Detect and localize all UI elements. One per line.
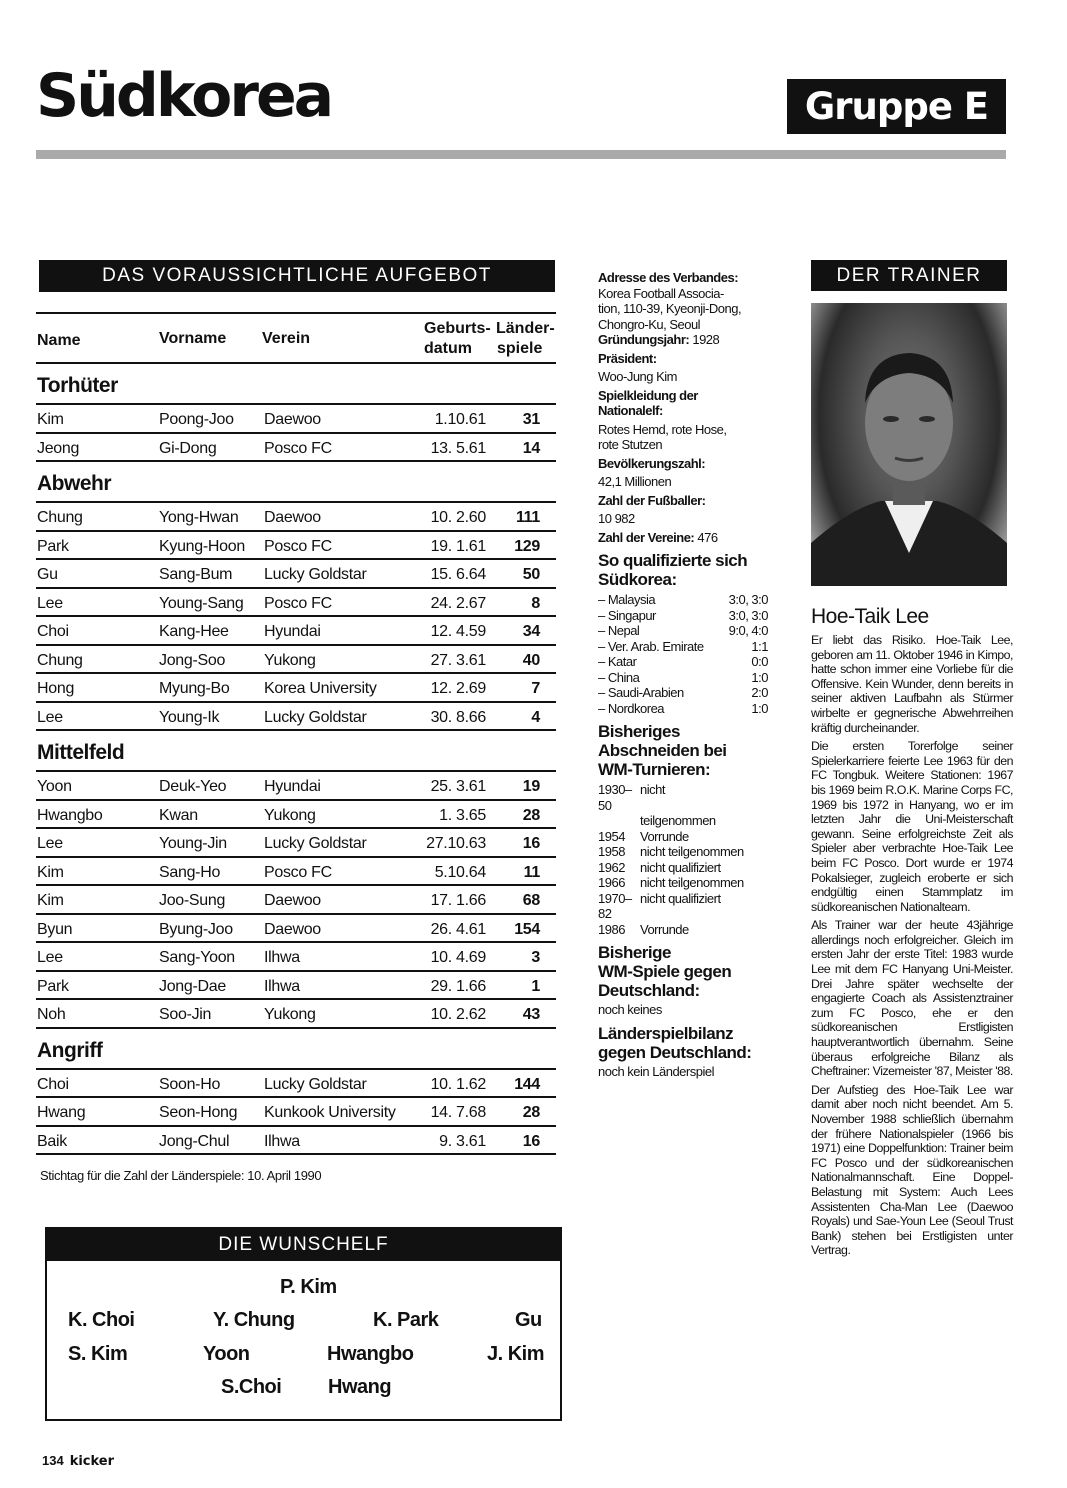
player-caps: 43: [522, 1006, 540, 1023]
player-first-name: Myung-Bo: [159, 680, 230, 697]
player-birthdate: 10. 1.62: [430, 1075, 486, 1093]
player-club: Ilhwa: [264, 949, 300, 966]
qualification-opponent: – Nordkorea: [598, 700, 665, 716]
header-rule: [36, 150, 1006, 159]
qualification-list: [598, 592, 770, 716]
player-birthdate: 19. 1.61: [430, 537, 486, 555]
player-first-name: Young-Ik: [159, 708, 220, 726]
squad-heading: DAS VORAUSSICHTLICHE AUFGEBOT: [39, 260, 555, 292]
wm-germany-heading: Bisherige: [598, 943, 671, 962]
section-header: [36, 364, 556, 405]
history-list: [598, 782, 770, 937]
player-birthdate: 27. 3.61: [430, 651, 486, 669]
player-caps: 28: [522, 806, 540, 824]
player-birthdate: 14. 7.68: [430, 1104, 486, 1121]
player-birthdate: 10. 2.62: [430, 1006, 486, 1023]
qualification-result: 1:0: [751, 669, 768, 685]
history-result: nicht qualifiziert: [640, 890, 721, 906]
table-row: [36, 703, 556, 732]
player-birthdate: 24. 2.67: [430, 594, 486, 612]
player-club: Ilhwa: [264, 1132, 300, 1150]
player-club: Yukong: [264, 806, 316, 824]
list-item: [598, 875, 770, 891]
player-club: Daewoo: [264, 411, 321, 428]
table-row: [36, 674, 556, 703]
table-row: [36, 886, 556, 915]
history-result: nicht teilgenommen: [640, 844, 744, 859]
player-caps: 16: [522, 835, 540, 852]
player-first-name: Byung-Joo: [159, 920, 233, 938]
section-title: Angriff: [37, 1038, 103, 1062]
player-name: Hong: [37, 680, 75, 697]
table-row: [36, 532, 556, 561]
player-name: Hwangbo: [37, 806, 103, 824]
history-year: 1958: [598, 844, 625, 859]
player-name: Baik: [37, 1132, 67, 1150]
qualification-result: 0:0: [751, 654, 768, 669]
player-caps: 31: [522, 411, 540, 428]
kit-label: Nationalelf:: [598, 403, 663, 418]
trainer-portrait-icon: [811, 303, 1007, 586]
player-first-name: Gi-Dong: [159, 439, 217, 457]
president-label: Präsident:: [598, 350, 657, 366]
qualification-result: 1:1: [751, 638, 768, 654]
players-count-value: 10 982: [598, 511, 635, 526]
player-first-name: Yong-Hwan: [159, 509, 239, 526]
president-value: Woo-Jung Kim: [598, 369, 678, 384]
lineup-box: [45, 1227, 562, 1421]
list-item: [598, 592, 770, 608]
table-row: [36, 1098, 556, 1127]
address-line: tion, 110-39, Kyeonji-Dong,: [598, 301, 742, 316]
page-title: Südkorea: [36, 61, 332, 131]
section-title: Abwehr: [37, 472, 112, 495]
bio-paragraph: Er liebt das Risiko. Hoe-Taik Lee, geboren am 11. Oktober 1946 in Kimpo, hatte schon immer eine Vorliebe für die Offensive. Kein Wunder, denn bereits in seiner aktiven Laufbahn als Stürmer wirbelte er gegnerische Abwehrreihen kräftig durcheinander.: [811, 633, 1013, 735]
qualification-result: 1:0: [751, 700, 768, 716]
col-date-1: Geburts-: [424, 320, 491, 337]
list-item: [598, 608, 770, 624]
table-row: [36, 943, 556, 972]
player-birthdate: 10. 4.69: [430, 949, 486, 966]
table-row: [36, 503, 556, 532]
player-name: Lee: [37, 708, 63, 726]
player-club: Kunkook University: [264, 1104, 396, 1121]
player-club: Lucky Goldstar: [264, 835, 367, 852]
player-name: Choi: [37, 623, 69, 640]
player-caps: 144: [514, 1075, 540, 1093]
trainer-heading: DER TRAINER: [811, 260, 1007, 291]
table-row: [36, 915, 556, 944]
player-caps: 14: [522, 439, 540, 457]
player-club: Yukong: [264, 651, 316, 669]
address-line: Korea Football Associa-: [598, 285, 724, 301]
history-result: Vorrunde: [640, 828, 689, 844]
col-caps-1: Länder-: [496, 320, 555, 337]
bio-paragraph: Der Aufstieg des Hoe-Taik Lee war damit aber noch nicht beendet. Am 5. November 1988 schließlich übernahm der frühere Nationalspieler (1966 bis 1971) eine Doppelfunktion: Trainer beim FC Posco und der südkoreanischen Nationalmannschaft. Eine Doppel-Belastung mit System: Auch Lees Assistenten Cha-Man Lee (Daewoo Royals) und Sae-Youn Lee (Seoul Trust Bank) stehen bei Erstligisten unter Vertrag.: [811, 1082, 1013, 1258]
qualification-result: 9:0, 4:0: [728, 623, 768, 638]
association-info: [598, 270, 770, 1079]
player-name: Lee: [37, 835, 63, 852]
player-name: Gu: [37, 566, 58, 583]
lineup-player: Gu: [515, 1309, 542, 1331]
player-birthdate: 25. 3.61: [430, 778, 486, 795]
player-birthdate: 30. 8.66: [430, 708, 486, 726]
squad-table: [36, 312, 556, 1155]
clubs-label: Zahl der Vereine:: [598, 529, 695, 545]
player-birthdate: 5.10.64: [434, 863, 486, 881]
player-first-name: Poong-Joo: [159, 411, 234, 428]
player-name: Jeong: [37, 439, 80, 457]
history-result: nicht qualifiziert: [640, 859, 721, 875]
lineup-player: Y. Chung: [213, 1309, 295, 1331]
table-row: [36, 1070, 556, 1099]
player-first-name: Joo-Sung: [159, 892, 226, 909]
lineup-player: Yoon: [203, 1343, 250, 1365]
player-caps: 129: [514, 537, 540, 555]
player-first-name: Kyung-Hoon: [159, 537, 245, 555]
history-result: nicht: [640, 782, 665, 797]
player-club: Lucky Goldstar: [264, 708, 367, 726]
player-club: Posco FC: [264, 537, 332, 555]
history-year: 1954: [598, 828, 625, 844]
player-birthdate: 29. 1.66: [430, 977, 486, 995]
player-caps: 7: [531, 680, 540, 697]
player-first-name: Jong-Soo: [159, 651, 226, 669]
player-first-name: Soo-Jin: [159, 1006, 212, 1023]
lineup-player: Hwang: [328, 1376, 392, 1398]
qualification-opponent: – Malaysia: [598, 592, 656, 607]
player-first-name: Young-Sang: [159, 594, 244, 612]
list-item: [598, 782, 770, 813]
player-club: Korea University: [264, 680, 377, 697]
wm-germany-value: noch keines: [598, 1002, 662, 1017]
player-caps: 11: [523, 863, 540, 881]
qualification-opponent: – Singapur: [598, 607, 656, 623]
player-club: Daewoo: [264, 920, 321, 938]
player-name: Park: [37, 977, 69, 995]
player-first-name: Jong-Chul: [159, 1132, 230, 1150]
section-header: [36, 731, 556, 772]
player-first-name: Sang-Bum: [159, 566, 233, 583]
lineup-player: J. Kim: [487, 1343, 545, 1365]
history-heading: WM-Turnieren:: [598, 760, 711, 779]
qualification-result: 2:0: [751, 685, 768, 700]
squad-table-body: [36, 364, 556, 1155]
bio-paragraph: Als Trainer war der heute 43jährige allerdings noch erfolgreicher. Gleich im ersten Jahr der erste Titel: 1983 wurde Lee mit dem FC Hanyang Uni-Meister. Drei Jahre später wechselte der engagierte Coach als Assistenztrainer zum FC Posco, ehe er den südkoreanischen Erstligisten hauptverantwortlich übernahm. Seine überaus erfolgreiche Bilanz als Cheftrainer: Vizemeister '87, Meister '88.: [811, 918, 1013, 1079]
trainer-bio: [811, 633, 1013, 1262]
player-birthdate: 13. 5.61: [430, 439, 486, 457]
trainer-name: Hoe-Taik Lee: [811, 605, 929, 628]
wm-germany-heading: WM-Spiele gegen: [598, 962, 732, 981]
table-row: [36, 589, 556, 618]
table-row: [36, 829, 556, 858]
player-birthdate: 15. 6.64: [430, 566, 486, 583]
list-item: [598, 829, 770, 845]
qualification-opponent: – Katar: [598, 654, 637, 669]
player-first-name: Young-Jin: [159, 835, 227, 852]
history-result: nicht teilgenommen: [640, 875, 744, 890]
player-caps: 111: [515, 509, 540, 526]
list-item: [598, 670, 770, 686]
address-label: Adresse des Verbandes:: [598, 270, 739, 285]
player-name: Chung: [37, 509, 83, 526]
player-caps: 40: [522, 651, 540, 669]
group-badge: Gruppe E: [787, 79, 1006, 134]
table-row: [36, 560, 556, 589]
lineup-player: S. Kim: [68, 1343, 128, 1365]
address-line: Chongro-Ku, Seoul: [598, 316, 701, 332]
squad-table-header: [36, 312, 556, 364]
player-name: Chung: [37, 651, 83, 669]
player-birthdate: 1.10.61: [434, 411, 486, 428]
lineup-player: K. Choi: [68, 1309, 135, 1331]
qualification-opponent: – China: [598, 669, 640, 685]
player-club: Lucky Goldstar: [264, 1075, 367, 1093]
player-club: Posco FC: [264, 863, 332, 881]
history-year: 1930–50: [598, 782, 632, 813]
wm-germany-heading: Deutschland:: [598, 981, 700, 1000]
player-birthdate: 1. 3.65: [439, 806, 486, 824]
list-item: [598, 844, 770, 860]
table-row: [36, 1000, 556, 1029]
history-year: 1962: [598, 859, 625, 875]
qualification-result: 3:0, 3:0: [728, 592, 768, 607]
player-birthdate: 12. 2.69: [430, 680, 486, 697]
player-first-name: Kwan: [159, 806, 198, 824]
player-name: Noh: [37, 1006, 66, 1023]
clubs-value: 476: [697, 529, 718, 545]
qualification-opponent: – Saudi-Arabien: [598, 685, 684, 700]
player-birthdate: 10. 2.60: [430, 509, 486, 526]
table-row: [36, 772, 556, 801]
list-item: [598, 891, 770, 922]
history-year: 1970–82: [598, 890, 632, 921]
player-birthdate: 9. 3.61: [439, 1132, 486, 1150]
player-club: Posco FC: [264, 594, 332, 612]
list-item: [598, 701, 770, 717]
qualification-opponent: – Nepal: [598, 623, 640, 638]
player-name: Park: [37, 537, 69, 555]
col-first: Vorname: [159, 330, 227, 347]
player-name: Kim: [37, 411, 64, 428]
section-title: Torhüter: [37, 374, 118, 397]
player-caps: 19: [522, 778, 540, 795]
list-item: [598, 654, 770, 670]
table-row: [36, 801, 556, 830]
player-first-name: Soon-Ho: [159, 1075, 221, 1093]
player-caps: 4: [531, 708, 540, 726]
table-row: [36, 972, 556, 1001]
player-birthdate: 27.10.63: [426, 835, 486, 852]
list-item: [598, 813, 770, 829]
table-row: [36, 646, 556, 675]
player-first-name: Kang-Hee: [159, 623, 229, 640]
player-caps: 68: [522, 892, 540, 909]
player-first-name: Sang-Ho: [159, 863, 221, 881]
population-label: Bevölkerungszahl:: [598, 455, 706, 471]
qualification-heading: Südkorea:: [598, 570, 677, 589]
section-header: [36, 462, 556, 503]
player-name: Hwang: [37, 1104, 86, 1121]
player-club: Ilhwa: [264, 977, 300, 995]
player-first-name: Sang-Yoon: [159, 949, 235, 966]
player-caps: 1: [531, 977, 540, 995]
player-club: Hyundai: [264, 623, 321, 640]
founded-label: Gründungsjahr:: [598, 332, 690, 347]
player-caps: 154: [514, 920, 540, 938]
list-item: [598, 860, 770, 876]
history-year: 1986: [598, 921, 625, 937]
trainer-photo: [811, 303, 1007, 586]
history-result: Vorrunde: [640, 921, 689, 937]
col-name: Name: [37, 332, 81, 349]
list-item: [598, 685, 770, 701]
col-date-2: datum: [424, 340, 472, 357]
kit-line: Rotes Hemd, rote Hose,: [598, 421, 727, 437]
player-club: Daewoo: [264, 509, 321, 526]
player-caps: 8: [531, 594, 540, 612]
player-name: Lee: [37, 949, 63, 966]
player-name: Lee: [37, 594, 63, 612]
player-first-name: Deuk-Yeo: [159, 778, 227, 795]
player-first-name: Jong-Dae: [159, 977, 226, 995]
player-caps: 16: [522, 1132, 540, 1150]
player-name: Yoon: [37, 778, 72, 795]
player-name: Kim: [37, 863, 64, 881]
player-name: Kim: [37, 892, 64, 909]
player-club: Yukong: [264, 1006, 316, 1023]
players-count-label: Zahl der Fußballer:: [598, 492, 706, 508]
player-caps: 3: [531, 949, 540, 966]
lineup-player: P. Kim: [280, 1276, 337, 1298]
qualification-result: 3:0, 3:0: [728, 607, 768, 623]
player-birthdate: 26. 4.61: [430, 920, 486, 938]
player-club: Daewoo: [264, 892, 321, 909]
history-year: [598, 813, 640, 829]
lineup-player: K. Park: [373, 1309, 439, 1331]
kit-label: Spielkleidung der: [598, 387, 698, 403]
list-item: [598, 639, 770, 655]
player-caps: 50: [522, 566, 540, 583]
list-item: [598, 922, 770, 938]
section-title: Mittelfeld: [37, 741, 125, 764]
page-number: 134: [42, 1453, 64, 1468]
history-heading: Abschneiden bei: [598, 741, 727, 760]
history-year: 1966: [598, 875, 625, 890]
magazine-name: kicker: [69, 1454, 115, 1469]
lineup-player: S.Choi: [221, 1376, 282, 1398]
record-germany-heading: gegen Deutschland:: [598, 1042, 752, 1062]
player-birthdate: 17. 1.66: [430, 892, 486, 909]
player-birthdate: 12. 4.59: [430, 623, 486, 640]
player-caps: 28: [522, 1104, 540, 1121]
player-first-name: Seon-Hong: [159, 1104, 238, 1121]
record-germany-value: noch kein Länderspiel: [598, 1063, 714, 1079]
kit-line: rote Stutzen: [598, 437, 663, 452]
player-name: Byun: [37, 920, 73, 938]
page-footer: [42, 1453, 114, 1469]
lineup-heading: DIE WUNSCHELF: [47, 1229, 560, 1261]
player-name: Choi: [37, 1075, 69, 1093]
lineup-player: Hwangbo: [327, 1343, 414, 1365]
founded-value: 1928: [692, 332, 720, 347]
section-header: [36, 1029, 556, 1070]
table-row: [36, 434, 556, 463]
col-caps-2: spiele: [497, 340, 543, 357]
record-germany-heading: Länderspielbilanz: [598, 1023, 734, 1043]
bio-paragraph: Die ersten Torerfolge seiner Spielerkarriere feierte Lee 1963 für den FC Tongbuk. Weitere Stationen: 1967 bis 1969 beim R.O.K. Marine Corps FC, 1969 bis 1972 in Hanyang, wo er im letzten Jahr die Uni-Meisterschaft gewann. Seine erfolgreichste Zeit als Spieler aber verbrachte Hoe-Taik Lee beim FC Posco. Dort wurde er 1974 Pokalsieger, zugleich eroberte er sich endgültig einen Stammplatz im südkoreanischen Nationalteam.: [811, 739, 1013, 914]
qualification-heading: So qualifizierte sich: [598, 551, 748, 570]
table-row: [36, 858, 556, 887]
player-club: Lucky Goldstar: [264, 566, 367, 583]
list-item: [598, 623, 770, 639]
history-heading: Bisheriges: [598, 722, 680, 741]
history-result: teilgenommen: [640, 813, 716, 828]
squad-note: Stichtag für die Zahl der Länderspiele: 10. April 1990: [40, 1168, 322, 1183]
table-row: [36, 1127, 556, 1156]
table-row: [36, 617, 556, 646]
player-club: Hyundai: [264, 778, 321, 795]
qualification-opponent: – Ver. Arab. Emirate: [598, 638, 704, 654]
col-club: Verein: [262, 330, 311, 347]
player-club: Posco FC: [264, 439, 332, 457]
table-row: [36, 405, 556, 434]
player-caps: 34: [522, 623, 540, 640]
population-value: 42,1 Millionen: [598, 474, 672, 489]
